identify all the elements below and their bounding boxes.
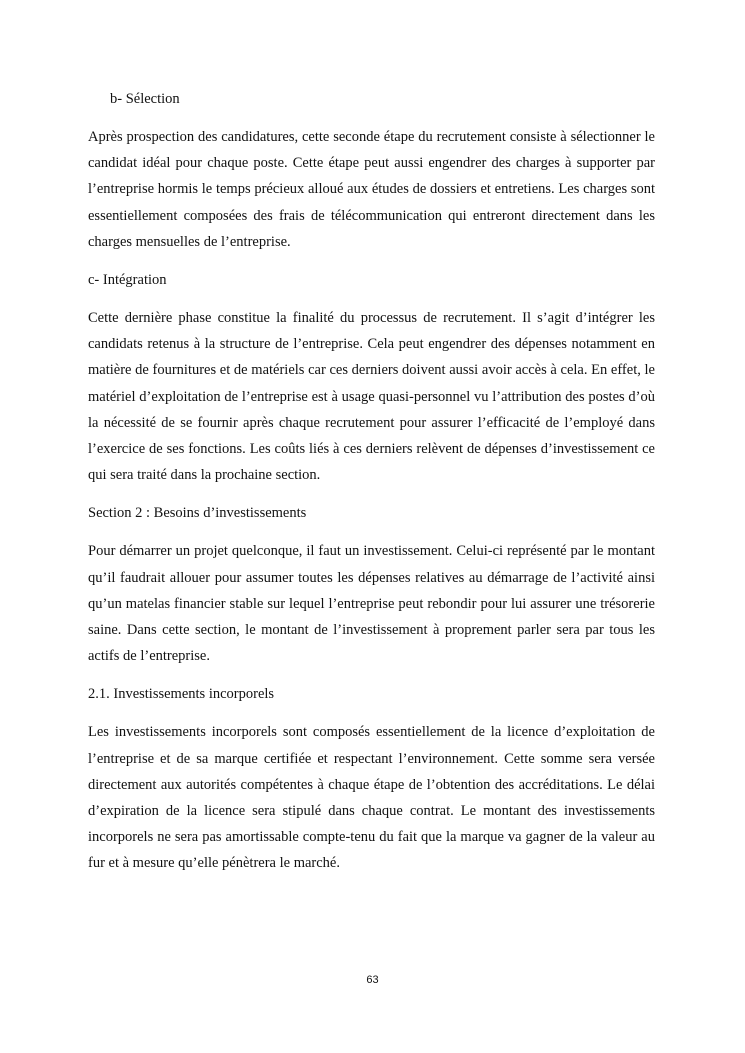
heading-selection: b- Sélection — [110, 91, 180, 107]
paragraph-section-2: Pour démarrer un projet quelconque, il faut un investissement. Celui-ci représenté par le montant qu’il faudrait allouer pour assumer toutes les dépenses relatives au démarrage de l’activité ainsi qu’un matelas financier stable sur lequel l’entreprise peut rebondir pour lui assurer une trésorerie saine. Dans cette section, le montant de l’investissement à proprement parler sera par tous les actifs de l’entreprise. — [88, 543, 655, 665]
paragraph-integration: Cette dernière phase constitue la finalité du processus de recrutement. Il s’agit d’intégrer les candidats retenus à la structure de l’entreprise. Cela peut engendrer des dépenses notamment en matière de fournitures et de matériels car ces derniers doivent aussi avoir accès à cela. En effet, le matériel d’exploitation de l’entreprise est à usage quasi-personnel vu l’attribution des postes d’où la nécessité de se fournir après chaque recrutement pour assurer l’efficacité de l’employé dans l’exercice de ses fonctions. Les coûts liés à ces derniers relèvent de dépenses d’investissement ce qui sera traité dans la prochaine section. — [88, 310, 655, 484]
heading-section-2: Section 2 : Besoins d’investissements — [88, 505, 307, 522]
heading-integration: c- Intégration — [88, 272, 167, 289]
document-page — [88, 86, 655, 889]
paragraph-selection: Après prospection des candidatures, cette seconde étape du recrutement consiste à sélectionner le candidat idéal pour chaque poste. Cette étape peut aussi engendrer des charges à supporter par l’entreprise hormis le temps précieux alloué aux études de dossiers et entretiens. Les charges sont essentiellement composées des frais de télécommunication qui entreront directement dans les charges mensuelles de l’entreprise. — [88, 129, 655, 250]
page-number: 63 — [366, 974, 379, 986]
paragraph-investissements-incorporels: Les investissements incorporels sont composés essentiellement de la licence d’exploitation de l’entreprise et de sa marque certifiée et respectant l’environnement. Cette somme sera versée directement aux autorités compétentes à chaque étape de l’obtention des accréditations. Le délai d’expiration de la licence sera stipulé dans chaque contrat. Le montant des investissements incorporels ne sera pas amortissable compte-tenu du fait que la marque va gagner de la valeur au fur et à mesure qu’elle pénètrera le marché. — [88, 724, 655, 872]
heading-investissements-incorporels: 2.1. Investissements incorporels — [88, 686, 275, 703]
